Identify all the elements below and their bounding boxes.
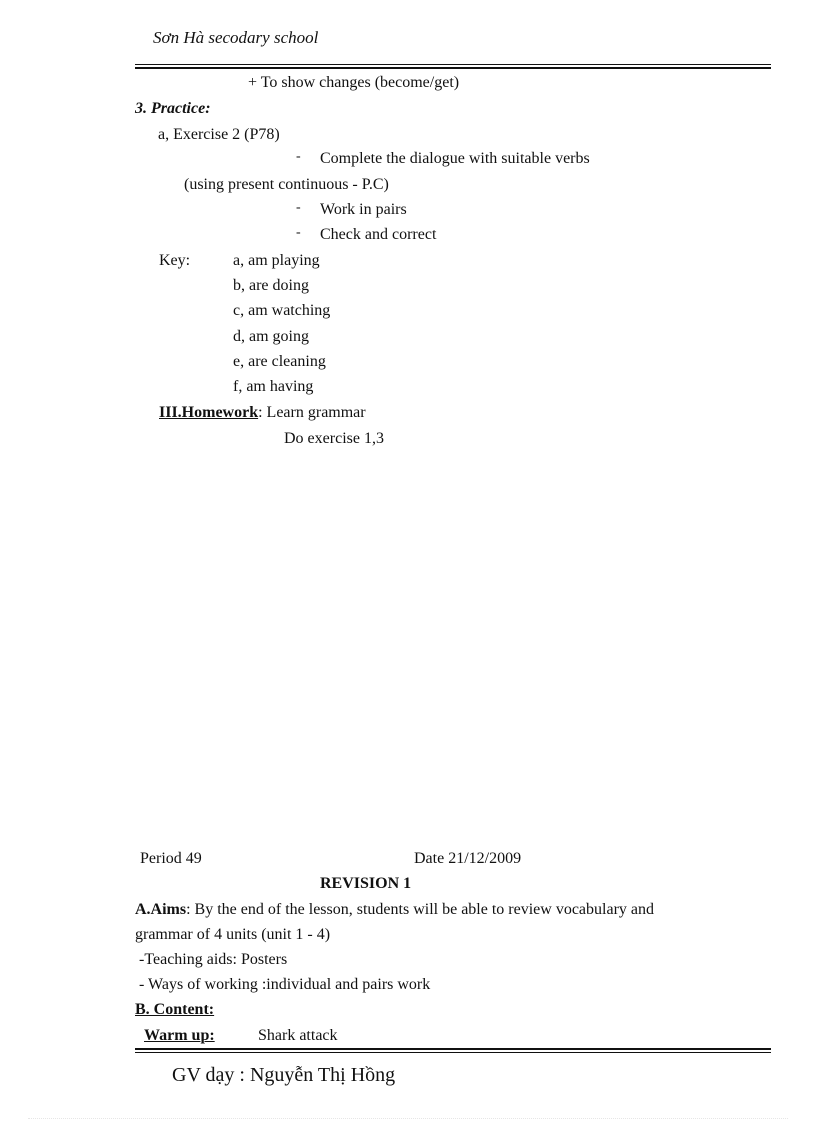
practice-heading: 3. Practice:	[135, 100, 211, 117]
date-label: Date 21/12/2009	[414, 850, 522, 867]
aims-text: : By the end of the lesson, students will be able to review vocabulary and	[186, 901, 654, 918]
exercise-line: a, Exercise 2 (P78)	[158, 126, 280, 143]
aims-label: A.Aims	[135, 901, 187, 918]
bullet-item: Complete the dialogue with suitable verbs	[320, 150, 590, 167]
content-heading: B. Content:	[135, 1001, 215, 1018]
bullet-mark: -	[296, 200, 301, 215]
warmup-label-text: Warm up:	[144, 1027, 215, 1044]
bullet-mark: -	[296, 149, 301, 164]
bullet-mark: -	[296, 225, 301, 240]
aims-text-2: grammar of 4 units (unit 1 - 4)	[135, 926, 331, 943]
bullet-item: Check and correct	[320, 226, 437, 243]
using-pc-line: (using present continuous - P.C)	[184, 176, 389, 193]
homework-label: III.Homework	[159, 404, 259, 421]
key-item: f, am having	[233, 378, 314, 395]
warmup-text: Shark attack	[258, 1027, 338, 1044]
homework-line	[159, 405, 366, 421]
key-item: e, are cleaning	[233, 353, 326, 370]
page-bottom-dotted-line	[28, 1118, 788, 1119]
footer-teacher: GV dạy : Nguyễn Thị Hồng	[172, 1064, 396, 1086]
key-item: a, am playing	[233, 252, 320, 269]
period-label: Period 49	[140, 850, 202, 867]
lesson-title: REVISION 1	[320, 875, 412, 892]
show-changes-line: + To show changes (become/get)	[248, 74, 460, 91]
key-item: d, am going	[233, 328, 309, 345]
key-item: c, am watching	[233, 302, 331, 319]
footer-rule-bottom	[135, 1052, 771, 1053]
aims-line	[135, 902, 654, 918]
teaching-aids-line: -Teaching aids: Posters	[139, 951, 288, 968]
homework-text: : Learn grammar	[258, 404, 366, 421]
header-rule-top	[135, 64, 771, 65]
homework-text-2: Do exercise 1,3	[284, 430, 384, 447]
header-rule-bottom	[135, 67, 771, 69]
key-item: b, are doing	[233, 277, 309, 294]
key-label: Key:	[159, 252, 191, 269]
bullet-item: Work in pairs	[320, 201, 407, 218]
warmup-label	[144, 1028, 215, 1044]
footer-rule-top	[135, 1048, 771, 1050]
ways-of-working-line: - Ways of working :individual and pairs work	[139, 976, 431, 993]
header-school-name: Sơn Hà secodary school	[153, 28, 319, 47]
